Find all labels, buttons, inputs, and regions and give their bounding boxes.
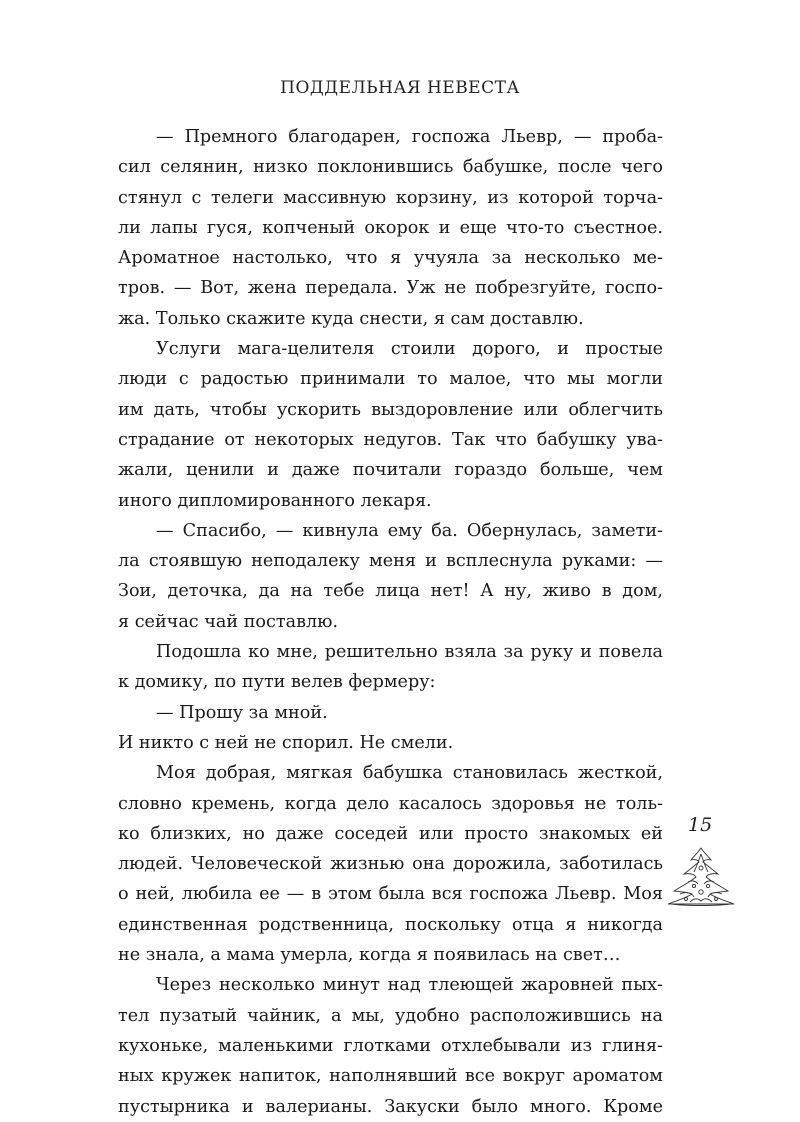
text-line: сил селянин, низко поклонившись бабушке, после чего — [118, 157, 663, 178]
text-line: тел пузатый чайник, а мы, удобно расположившись на — [118, 1005, 663, 1026]
text-line: людей. Человеческой жизнью она дорожила, заботилась — [118, 854, 663, 875]
text-line: пустырника и валерианы. Закуски было много. Кроме — [118, 1096, 663, 1117]
text-line: ных кружек напиток, наполнявший все вокруг ароматом — [118, 1066, 663, 1087]
text-line: страдание от некоторых недугов. Так что бабушку ува- — [118, 429, 663, 450]
text-line: Подошла ко мне, решительно взяла за руку и повела — [156, 642, 663, 663]
text-line: я сейчас чай поставлю. — [118, 611, 339, 632]
text-line: Зои, деточка, да на тебе лица нет! А ну, живо в дом, — [118, 581, 663, 602]
running-title: ПОДДЕЛЬНАЯ НЕВЕСТА — [280, 78, 520, 98]
text-line: Услуги мага-целителя стоили дорого, и простые — [156, 339, 663, 360]
text-line: ко близких, но даже соседей или просто знакомых ей — [118, 823, 663, 844]
text-line: о ней, любила ее — в этом была вся госпожа Льевр. Моя — [118, 884, 663, 905]
text-line: — Прошу за мной. — [156, 702, 328, 723]
text-line: жали, ценили и даже почитали гораздо больше, чем — [118, 460, 663, 481]
text-line: ли лапы гуся, копченый окорок и еще что-то съестное. — [118, 217, 663, 238]
text-line: иного дипломированного лекаря. — [118, 490, 432, 511]
pine-tree-ornament-icon — [664, 846, 738, 908]
text-line: люди с радостью принимали то малое, что мы могли — [118, 369, 663, 390]
text-line: Ароматное настолько, что я учуяла за несколько ме- — [118, 248, 663, 269]
text-line: тров. — Вот, жена передала. Уж не побрезгуйте, госпо- — [118, 278, 663, 299]
text-line: словно кремень, когда дело касалось здоровья не толь- — [118, 793, 663, 814]
text-line: к домику, по пути велев фермеру: — [118, 672, 436, 693]
text-line: им дать, чтобы ускорить выздоровление или облегчить — [118, 399, 663, 420]
page-number: 15 — [688, 814, 713, 836]
text-line: Через несколько минут над тлеющей жаровней пых- — [156, 975, 663, 996]
text-line: И никто с ней не спорил. Не смели. — [118, 732, 454, 753]
text-line: стянул с телеги массивную корзину, из которой торча- — [118, 187, 663, 208]
text-line: единственная родственница, поскольку отца я никогда — [118, 914, 663, 935]
text-line: кухоньке, маленькими глотками отхлебывали из глиня- — [118, 1035, 663, 1056]
text-line: — Премного благодарен, госпожа Льевр, — проба- — [156, 127, 663, 147]
text-line: ла стоявшую неподалеку меня и всплеснула руками: — — [118, 551, 663, 572]
text-line: не знала, а мама умерла, когда я появилась на свет… — [118, 945, 621, 966]
body-text — [118, 122, 663, 1122]
text-line: Моя добрая, мягкая бабушка становилась жесткой, — [156, 763, 663, 784]
text-line: — Спасибо, — кивнула ему ба. Обернулась, замети- — [156, 520, 663, 541]
text-line: жа. Только скажите куда снести, я сам доставлю. — [118, 308, 584, 329]
